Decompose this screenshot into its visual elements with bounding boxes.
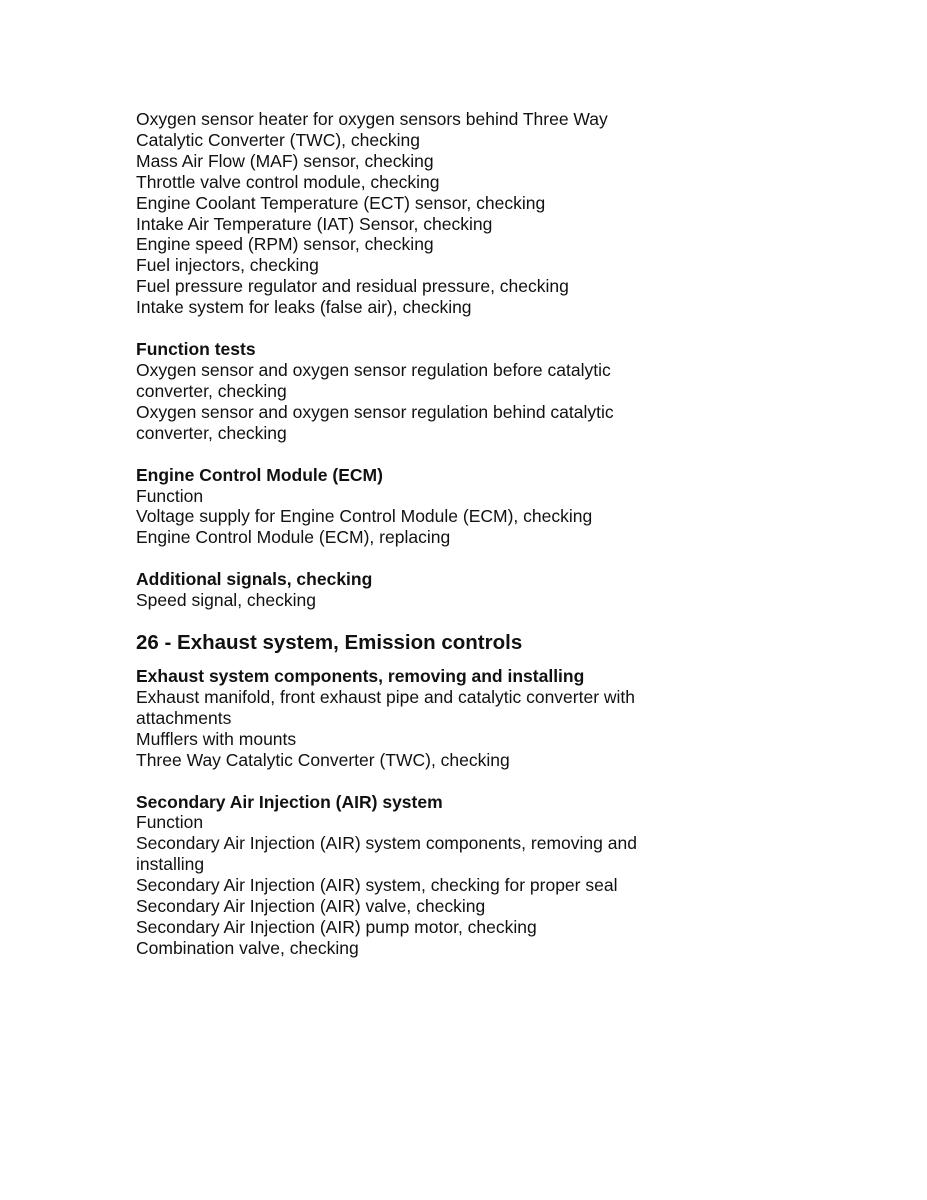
- section-heading: Engine Control Module (ECM): [136, 464, 383, 485]
- list-item: Function: [136, 812, 204, 833]
- section-function-tests: [136, 339, 696, 444]
- list-item: Oxygen sensor and oxygen sensor regulation behind catalytic: [136, 401, 614, 422]
- list-item: Catalytic Converter (TWC), checking: [136, 129, 420, 150]
- list-item: Engine speed (RPM) sensor, checking: [136, 234, 434, 255]
- list-item: Engine Coolant Temperature (ECT) sensor, checking: [136, 192, 546, 213]
- list-item: Intake Air Temperature (IAT) Sensor, checking: [136, 213, 493, 234]
- section-additional-signals: [136, 569, 696, 611]
- list-item: converter, checking: [136, 380, 287, 401]
- list-item: Oxygen sensor and oxygen sensor regulation before catalytic: [136, 359, 611, 380]
- intro-list: [136, 109, 696, 318]
- list-item: Mass Air Flow (MAF) sensor, checking: [136, 150, 434, 171]
- section-engine-control-module: [136, 465, 696, 549]
- section-secondary-air-injection: [136, 792, 696, 959]
- list-item: converter, checking: [136, 422, 287, 443]
- document-content: [136, 109, 696, 959]
- list-item: Engine Control Module (ECM), replacing: [136, 527, 451, 548]
- list-item: Secondary Air Injection (AIR) pump motor, checking: [136, 917, 537, 937]
- section-heading: Additional signals, checking: [136, 569, 373, 590]
- list-item: Throttle valve control module, checking: [136, 171, 440, 192]
- chapter-heading: 26 - Exhaust system, Emission controls: [136, 631, 523, 655]
- list-item: Exhaust manifold, front exhaust pipe and catalytic converter with: [136, 686, 636, 707]
- list-item: Secondary Air Injection (AIR) system, checking for proper seal: [136, 875, 618, 896]
- list-item: installing: [136, 854, 205, 875]
- list-item: Speed signal, checking: [136, 590, 316, 611]
- section-heading: Secondary Air Injection (AIR) system: [136, 791, 443, 812]
- list-item: Combination valve, checking: [136, 937, 359, 958]
- list-item: Secondary Air Injection (AIR) system components, removing and: [136, 833, 637, 854]
- list-item: Voltage supply for Engine Control Module (ECM), checking: [136, 506, 593, 527]
- section-heading: Function tests: [136, 339, 256, 360]
- section-heading: Exhaust system components, removing and installing: [136, 666, 585, 687]
- list-item: Fuel injectors, checking: [136, 255, 319, 276]
- section-exhaust-components: [136, 666, 696, 771]
- list-item: Secondary Air Injection (AIR) valve, checking: [136, 896, 486, 917]
- list-item: Three Way Catalytic Converter (TWC), checking: [136, 749, 510, 770]
- list-item: Fuel pressure regulator and residual pressure, checking: [136, 276, 569, 297]
- list-item: Intake system for leaks (false air), checking: [136, 297, 472, 318]
- list-item: Function: [136, 485, 204, 506]
- list-item: Oxygen sensor heater for oxygen sensors behind Three Way: [136, 109, 608, 129]
- list-item: attachments: [136, 707, 232, 728]
- list-item: Mufflers with mounts: [136, 728, 297, 749]
